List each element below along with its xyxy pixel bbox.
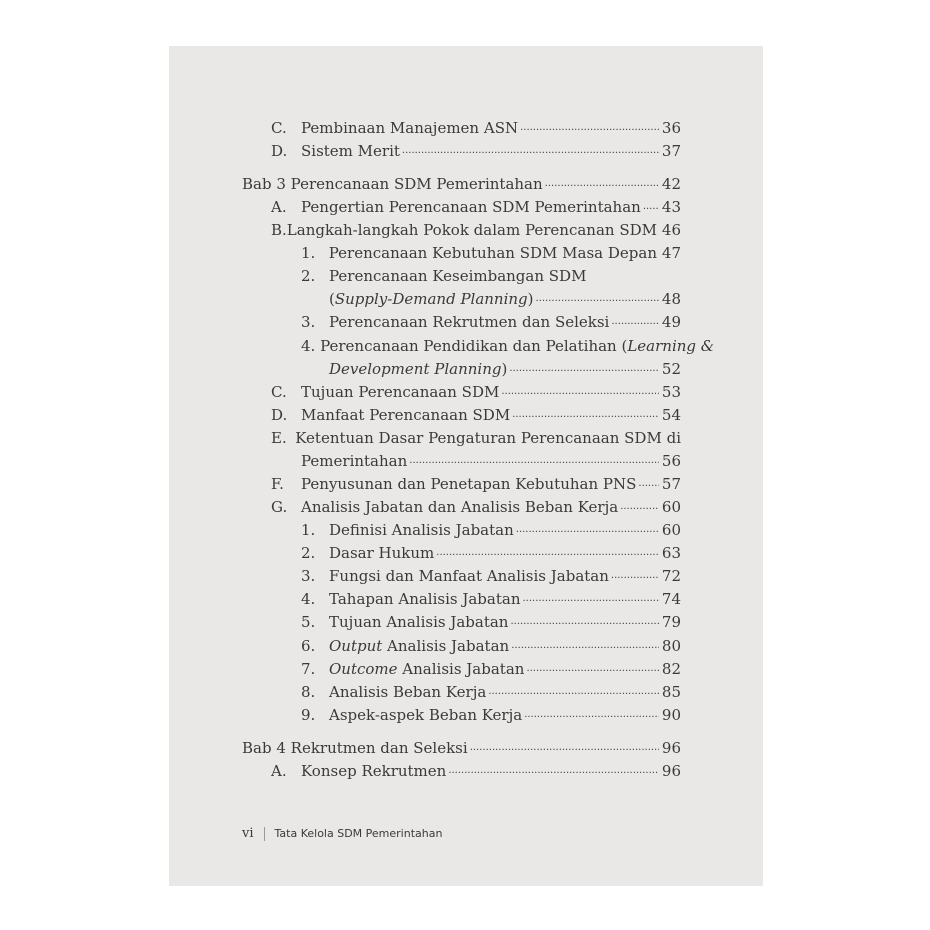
toc-entry-page: 48 bbox=[661, 290, 681, 308]
dot-leader bbox=[509, 364, 659, 374]
toc-entry-page: 96 bbox=[661, 739, 681, 757]
toc-entry-label: F. bbox=[271, 475, 284, 493]
toc-entry-label: 1. bbox=[301, 521, 316, 539]
toc-entry-label: 5. bbox=[301, 613, 316, 631]
dot-leader bbox=[402, 146, 659, 156]
toc-entry-title: Konsep Rekrutmen bbox=[301, 762, 447, 780]
dot-leader bbox=[470, 743, 659, 753]
toc-entry bbox=[271, 757, 681, 779]
toc-entry-title: Analisis Jabatan dan Analisis Beban Kerja bbox=[301, 498, 619, 516]
italic-term: Output bbox=[329, 637, 383, 655]
toc-entry-title: Sistem Merit bbox=[301, 142, 400, 160]
toc-entry bbox=[271, 114, 681, 136]
dot-leader bbox=[448, 766, 659, 776]
toc-entry-label: 6. bbox=[301, 637, 316, 655]
toc-subentry bbox=[301, 262, 681, 284]
toc-entry-label: B. bbox=[271, 221, 287, 239]
toc-entry-page: 47 bbox=[661, 244, 681, 262]
toc-subentry bbox=[301, 239, 681, 261]
paren-close: ) bbox=[501, 360, 508, 378]
toc-entry-label: 4. bbox=[301, 590, 316, 608]
toc-entry-page: 52 bbox=[661, 360, 681, 378]
dot-leader bbox=[536, 294, 659, 304]
toc-entry-page: 36 bbox=[661, 119, 681, 137]
dot-leader bbox=[501, 387, 659, 397]
dot-leader bbox=[526, 664, 659, 674]
dot-leader bbox=[522, 594, 659, 604]
toc-entry bbox=[271, 424, 681, 446]
toc-entry-label: 7. bbox=[301, 660, 316, 678]
toc-entry-page: 49 bbox=[661, 313, 681, 331]
toc-entry-label: 2. bbox=[301, 267, 316, 285]
toc-entry-page: 85 bbox=[661, 683, 681, 701]
toc-entry-page: 37 bbox=[661, 142, 681, 160]
toc-entry-label: 2. bbox=[301, 544, 316, 562]
dot-leader bbox=[611, 571, 659, 581]
toc-entry-title: Manfaat Perencanaan SDM bbox=[301, 406, 511, 424]
toc-entry bbox=[271, 493, 681, 515]
toc-entry-page: 56 bbox=[661, 452, 681, 470]
toc-entry-page: 53 bbox=[661, 383, 681, 401]
toc-entry bbox=[271, 193, 681, 215]
toc-entry-title bbox=[329, 662, 524, 677]
toc-entry-page: 60 bbox=[661, 521, 681, 539]
toc-subentry bbox=[301, 585, 681, 607]
toc-entry-page: 54 bbox=[661, 406, 681, 424]
toc-entry-page: 79 bbox=[661, 613, 681, 631]
page-footer bbox=[242, 826, 442, 841]
page-number: vi bbox=[242, 826, 254, 841]
toc-entry-label: D. bbox=[271, 142, 288, 160]
toc-entry-title: Perencanaan Kebutuhan SDM Masa Depan bbox=[328, 244, 657, 262]
toc-entry-title: Ketentuan Dasar Pengaturan Perencanaan SDM di bbox=[295, 429, 681, 447]
toc-subentry bbox=[301, 701, 681, 723]
toc-subentry bbox=[301, 562, 681, 584]
toc-entry-title: Dasar Hukum bbox=[329, 544, 435, 562]
toc-entry-page: 46 bbox=[661, 221, 681, 239]
toc-entry-label: 3. bbox=[301, 313, 316, 331]
toc-entry bbox=[271, 401, 681, 423]
toc-subentry bbox=[301, 308, 681, 330]
toc-subentry bbox=[301, 632, 681, 654]
toc-entry-title bbox=[329, 362, 507, 377]
italic-term: Outcome bbox=[329, 660, 398, 678]
toc-chapter bbox=[242, 734, 681, 756]
toc-subentry bbox=[301, 516, 681, 538]
toc-subentry bbox=[301, 678, 681, 700]
toc-entry bbox=[271, 137, 681, 159]
dot-leader bbox=[524, 710, 659, 720]
dot-leader bbox=[511, 641, 659, 651]
dot-leader bbox=[643, 202, 659, 212]
toc-entry-title: Pemerintahan bbox=[301, 452, 408, 470]
running-title: Tata Kelola SDM Pemerintahan bbox=[274, 827, 443, 840]
toc-entry-title bbox=[329, 292, 534, 307]
toc-entry-title: Pembinaan Manajemen ASN bbox=[301, 119, 519, 137]
toc-entry-page: 57 bbox=[661, 475, 681, 493]
toc-entry bbox=[271, 378, 681, 400]
toc-entry-page: 80 bbox=[661, 637, 681, 655]
toc-entry-label: 3. bbox=[301, 567, 316, 585]
toc-entry-label: 9. bbox=[301, 706, 316, 724]
title-part: Analisis Jabatan bbox=[397, 660, 525, 678]
toc-entry bbox=[271, 470, 681, 492]
toc-subentry-continuation bbox=[329, 285, 681, 307]
toc-entry-page: 60 bbox=[661, 498, 681, 516]
toc-entry-title: Tujuan Analisis Jabatan bbox=[329, 613, 509, 631]
dot-leader bbox=[512, 410, 659, 420]
dot-leader bbox=[510, 617, 659, 627]
toc-entry bbox=[271, 216, 681, 238]
dot-leader bbox=[488, 687, 659, 697]
dot-leader bbox=[545, 179, 659, 189]
toc-entry-label: 1. bbox=[301, 244, 316, 262]
dot-leader bbox=[520, 123, 659, 133]
toc-entry-page: 96 bbox=[661, 762, 681, 780]
toc-entry-page: 74 bbox=[661, 590, 681, 608]
italic-term: Development Planning bbox=[329, 360, 502, 378]
toc-subentry bbox=[301, 539, 681, 561]
title-part: 4. Perencanaan Pendidikan dan Pelatihan ( bbox=[301, 337, 628, 355]
toc-entry-title: Tujuan Perencanaan SDM bbox=[301, 383, 500, 401]
dot-leader bbox=[516, 525, 659, 535]
toc-entry-page: 63 bbox=[661, 544, 681, 562]
toc-chapter bbox=[242, 170, 681, 192]
dot-leader bbox=[638, 479, 659, 489]
paren-close: ) bbox=[527, 290, 534, 308]
toc-entry-label: D. bbox=[271, 406, 288, 424]
toc-subentry bbox=[301, 332, 715, 355]
dot-leader bbox=[436, 548, 659, 558]
dot-leader bbox=[620, 502, 659, 512]
toc-entry-title bbox=[329, 639, 509, 654]
toc-entry-page: 42 bbox=[661, 175, 681, 193]
toc-entry-title: Langkah-langkah Pokok dalam Perencanan SDM bbox=[286, 221, 657, 239]
toc-chapter-title: Bab 4 Rekrutmen dan Seleksi bbox=[242, 739, 468, 757]
footer-divider bbox=[264, 827, 265, 841]
toc-chapter-title: Bab 3 Perencanaan SDM Pemerintahan bbox=[242, 175, 543, 193]
toc-entry-page: 82 bbox=[661, 660, 681, 678]
toc-entry-title: Analisis Beban Kerja bbox=[329, 683, 487, 701]
toc-entry-page: 72 bbox=[661, 567, 681, 585]
dot-leader bbox=[611, 317, 659, 327]
dot-leader bbox=[409, 456, 659, 466]
italic-term: Supply-Demand Planning bbox=[334, 290, 528, 308]
toc-entry-title: Penyusunan dan Penetapan Kebutuhan PNS bbox=[301, 475, 637, 493]
toc-entry-page: 90 bbox=[661, 706, 681, 724]
toc-entry-label: A. bbox=[271, 198, 287, 216]
toc-entry-title: Definisi Analisis Jabatan bbox=[329, 521, 514, 539]
italic-term: Learning & bbox=[627, 337, 715, 355]
toc-entry-title: Fungsi dan Manfaat Analisis Jabatan bbox=[329, 567, 609, 585]
paren-open: ( bbox=[329, 290, 335, 308]
title-part: Analisis Jabatan bbox=[382, 637, 510, 655]
toc-entry-label: G. bbox=[271, 498, 288, 516]
toc-entry-label: C. bbox=[271, 383, 287, 401]
toc-entry-label: A. bbox=[271, 762, 287, 780]
toc-subentry bbox=[301, 608, 681, 630]
toc-entry-label: C. bbox=[271, 119, 287, 137]
toc-entry-continuation bbox=[301, 447, 681, 469]
toc-subentry-continuation bbox=[329, 355, 681, 377]
toc-entry-title: Perencanaan Rekrutmen dan Seleksi bbox=[329, 313, 610, 331]
toc-entry-label: 8. bbox=[301, 683, 316, 701]
toc-entry-title bbox=[301, 339, 714, 354]
toc-entry-page: 43 bbox=[661, 198, 681, 216]
toc-entry-title: Aspek-aspek Beban Kerja bbox=[329, 706, 523, 724]
toc-entry-title: Pengertian Perencanaan SDM Pemerintahan bbox=[301, 198, 641, 216]
toc-entry-title: Perencanaan Keseimbangan SDM bbox=[329, 267, 587, 285]
toc-subentry bbox=[301, 655, 681, 677]
toc-entry-label: E. bbox=[271, 429, 287, 447]
toc-entry-title: Tahapan Analisis Jabatan bbox=[329, 590, 521, 608]
